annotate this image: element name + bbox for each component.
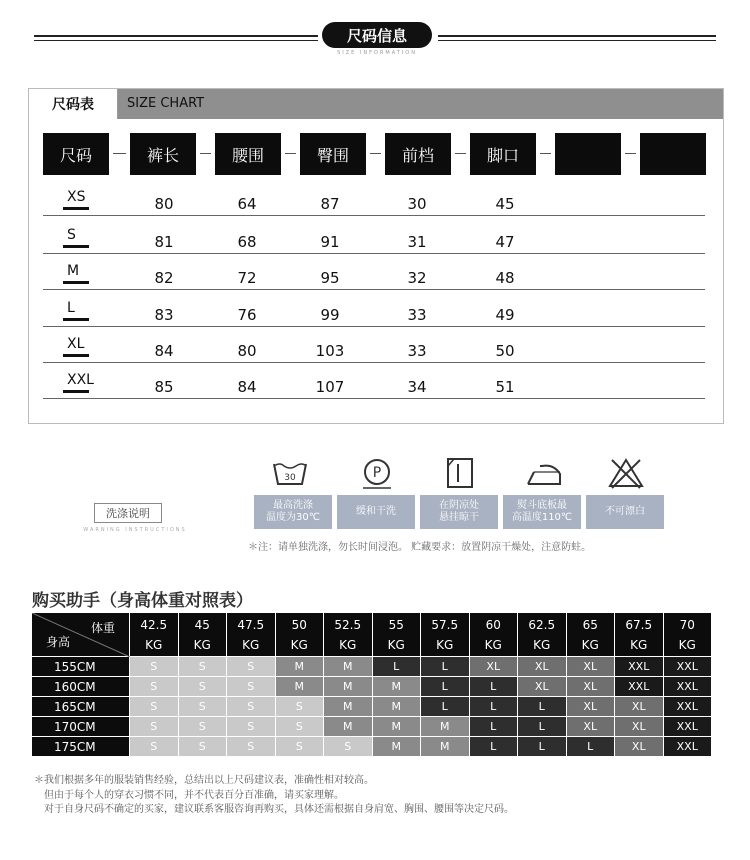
height-row-label: 155CM [32,657,130,677]
weight-value: 57.5 [431,617,459,632]
table-cell: 34 [407,378,427,396]
size-recommendation-cell: S [179,717,228,737]
column-connector [455,153,466,154]
column-connector [370,153,381,154]
table-cell: 84 [237,378,257,396]
weight-unit: KG [436,637,454,652]
size-recommendation-cell: XL [615,697,664,717]
weight-column-header [615,613,664,657]
size-recommendation-cell: XL [567,717,616,737]
washing-label-wash-30: 最高洗涤 温度为30℃ [254,495,332,529]
size-recommendation-cell: L [518,697,567,717]
size-recommendation-cell: XXL [664,737,713,757]
size-recommendation-cell: M [373,717,422,737]
table-cell: 48 [495,269,515,287]
column-connector [285,153,296,154]
table-cell: 81 [154,233,174,251]
washing-label-line-dry-shade: 在阴凉处 悬挂晾干 [420,495,498,529]
row-divider [43,326,705,327]
weight-unit: KG [533,637,551,652]
table-cell: 72 [237,269,257,287]
size-recommendation-cell: L [421,677,470,697]
column-header-0: 尺码 [43,133,109,175]
weight-value: 52.5 [334,617,362,632]
table-cell: 107 [315,378,345,396]
size-recommendation-cell: M [276,657,325,677]
weight-unit: KG [290,637,308,652]
size-recommendation-cell: S [179,657,228,677]
weight-column-header [373,613,422,657]
size-recommendation-cell: M [373,677,422,697]
size-recommendation-cell: L [518,717,567,737]
size-underline [63,390,89,393]
row-divider [43,362,705,363]
column-header-7 [640,133,706,175]
weight-column-header [567,613,616,657]
header-line-right-thin [438,40,716,41]
line-dry-shade-icon [440,456,480,492]
table-cell: 45 [495,195,515,213]
weight-column-header [276,613,325,657]
wash-30-icon [270,456,310,492]
size-recommendation-cell: S [276,717,325,737]
size-recommendation-cell: S [130,737,179,757]
height-row-label: 175CM [32,737,130,757]
size-recommendation-cell: M [276,677,325,697]
section-subtitle: SIZE INFORMATION [337,50,417,56]
weight-column-header [324,613,373,657]
column-connector [540,153,551,154]
no-bleach-icon [606,456,646,492]
size-recommendation-cell: M [373,697,422,717]
weight-value: 45 [194,617,210,632]
svg-text:30: 30 [284,473,296,483]
size-recommendation-cell: L [470,717,519,737]
size-recommendation-cell: XL [518,677,567,697]
footnote-line: 但由于每个人的穿衣习惯不同，并不代表百分百准确，请买家理解。 [44,790,344,801]
weight-column-header [518,613,567,657]
row-divider [43,253,705,254]
corner-weight-label: 体重 [90,621,115,635]
weight-column-header [664,613,713,657]
size-recommendation-cell: S [227,697,276,717]
size-recommendation-cell: M [324,697,373,717]
table-cell: 80 [237,342,257,360]
height-row-label: 165CM [32,697,130,717]
footnote-line: 对于自身尺码不确定的买家，建议联系客服咨询再购买，具体还需根据自身肩宽、胸围、腰围等决定尺码。 [44,804,514,815]
dry-clean-p-icon [357,456,397,492]
table-cell: 85 [154,378,174,396]
size-recommendation-cell: S [227,677,276,697]
size-recommendation-cell: L [421,657,470,677]
weight-value: 65 [582,617,598,632]
weight-value: 55 [388,617,404,632]
size-recommendation-cell: XXL [664,697,713,717]
column-header-6 [555,133,621,175]
height-row-label: 170CM [32,717,130,737]
table-cell: 33 [407,306,427,324]
table-cell: 80 [154,195,174,213]
table-cell: 50 [495,342,515,360]
washing-label-dry-clean-p: 缓和干洗 [337,495,415,529]
size-recommendation-cell: XL [615,717,664,737]
size-recommendation-cell: S [179,697,228,717]
size-recommendation-cell: XXL [664,717,713,737]
size-underline [63,207,89,210]
size-label: XL [67,336,85,352]
size-recommendation-cell: XL [518,657,567,677]
row-divider [43,215,705,216]
header-line-right [438,35,716,37]
size-recommendation-cell: XL [470,657,519,677]
weight-unit: KG [484,637,502,652]
weight-unit: KG [678,637,696,652]
weight-unit: KG [193,637,211,652]
column-header-1: 裤长 [130,133,196,175]
weight-value: 50 [291,617,307,632]
header-line-left-thin [34,40,318,41]
tab-size-chart-cn[interactable]: 尺码表 [29,89,118,119]
weight-unit: KG [145,637,163,652]
column-header-2: 腰围 [215,133,281,175]
weight-value: 67.5 [625,617,653,632]
size-recommendation-cell: S [227,717,276,737]
weight-column-header [130,613,179,657]
size-recommendation-cell: S [227,657,276,677]
size-recommendation-cell: M [324,677,373,697]
size-label: XS [67,189,86,205]
size-recommendation-cell: S [324,737,373,757]
weight-column-header [421,613,470,657]
row-divider [43,398,705,399]
table-cell: 103 [315,342,345,360]
washing-label-iron-110: 熨斗底板最 高温度110℃ [503,495,581,529]
size-label: L [67,300,75,316]
column-header-4: 前档 [385,133,451,175]
size-recommendation-cell: XL [615,737,664,757]
size-recommendation-cell: S [179,677,228,697]
size-recommendation-cell: L [470,697,519,717]
size-recommendation-cell: L [470,677,519,697]
table-cell: 95 [320,269,340,287]
washing-label-no-bleach: 不可漂白 [586,495,664,529]
size-label: XXL [67,372,94,388]
size-recommendation-cell: M [373,737,422,757]
table-cell: 31 [407,233,427,251]
weight-value: 70 [679,617,695,632]
size-recommendation-cell: XXL [664,677,713,697]
table-cell: 76 [237,306,257,324]
table-cell: 83 [154,306,174,324]
size-recommendation-cell: S [179,737,228,757]
size-underline [63,245,89,248]
size-recommendation-cell: S [130,717,179,737]
svg-text:P: P [372,465,382,481]
table-cell: 68 [237,233,257,251]
table-cell: 47 [495,233,515,251]
table-cell: 49 [495,306,515,324]
table-cell: 84 [154,342,174,360]
washing-title: 洗涤说明 [94,503,162,523]
table-corner [32,613,130,657]
header-line-left [34,35,318,37]
size-underline [63,354,89,357]
size-chart-tabbar [29,89,723,119]
weight-column-header [470,613,519,657]
size-recommendation-cell: S [276,697,325,717]
weight-value: 60 [485,617,501,632]
washing-note: ＊注：请单独洗涤，勿长时间浸泡。 贮藏要求：放置阴凉干燥处，注意防蛀。 [248,542,592,553]
size-recommendation-cell: XXL [664,657,713,677]
size-recommendation-cell: XL [567,677,616,697]
weight-unit: KG [242,637,260,652]
table-cell: 87 [320,195,340,213]
size-recommendation-cell: M [324,717,373,737]
weight-value: 42.5 [140,617,168,632]
size-underline [63,318,89,321]
size-recommendation-cell: L [567,737,616,757]
size-recommendation-cell: M [421,717,470,737]
size-chart-panel [28,88,724,424]
table-cell: 99 [320,306,340,324]
table-cell: 33 [407,342,427,360]
size-recommendation-cell: L [518,737,567,757]
size-recommendation-cell: XL [567,697,616,717]
footnote-line: ＊我们根据多年的服装销售经验，总结出以上尺码建议表，准确性相对较高。 [34,775,374,786]
size-recommendation-cell: XXL [615,677,664,697]
iron-110-icon [524,456,564,492]
size-recommendation-cell: XXL [615,657,664,677]
section-title-badge [322,22,432,48]
column-connector [113,153,126,154]
table-cell: 91 [320,233,340,251]
table-cell: 30 [407,195,427,213]
table-cell: 64 [237,195,257,213]
size-underline [63,281,89,284]
size-recommendation-cell: L [373,657,422,677]
size-recommendation-cell: M [324,657,373,677]
table-cell: 32 [407,269,427,287]
weight-column-header [179,613,228,657]
size-recommendation-cell: M [421,737,470,757]
column-connector [625,153,636,154]
tab-size-chart-en: SIZE CHART [127,96,205,111]
table-cell: 82 [154,269,174,287]
size-recommendation-cell: S [130,657,179,677]
weight-value: 62.5 [528,617,556,632]
weight-unit: KG [387,637,405,652]
corner-height-label: 身高 [46,635,71,649]
row-divider [43,289,705,290]
column-header-5: 脚口 [470,133,536,175]
washing-subtitle: WARNING INSTRUCTIONS [83,527,187,533]
weight-value: 47.5 [237,617,265,632]
height-row-label: 160CM [32,677,130,697]
weight-unit: KG [630,637,648,652]
section-title: 尺码信息 [346,26,407,45]
size-recommendation-cell: L [470,737,519,757]
weight-column-header [227,613,276,657]
size-recommendation-cell: S [227,737,276,757]
size-recommendation-cell: S [130,697,179,717]
size-recommendation-cell: L [421,697,470,717]
size-recommendation-cell: S [276,737,325,757]
column-header-3: 臀围 [300,133,366,175]
size-label: M [67,263,80,279]
size-recommendation-cell: XL [567,657,616,677]
helper-title: 购买助手（身高体重对照表） [32,591,253,611]
table-cell: 51 [495,378,515,396]
size-label: S [67,227,76,243]
column-connector [200,153,211,154]
weight-unit: KG [581,637,599,652]
weight-unit: KG [339,637,357,652]
size-recommendation-cell: S [130,677,179,697]
